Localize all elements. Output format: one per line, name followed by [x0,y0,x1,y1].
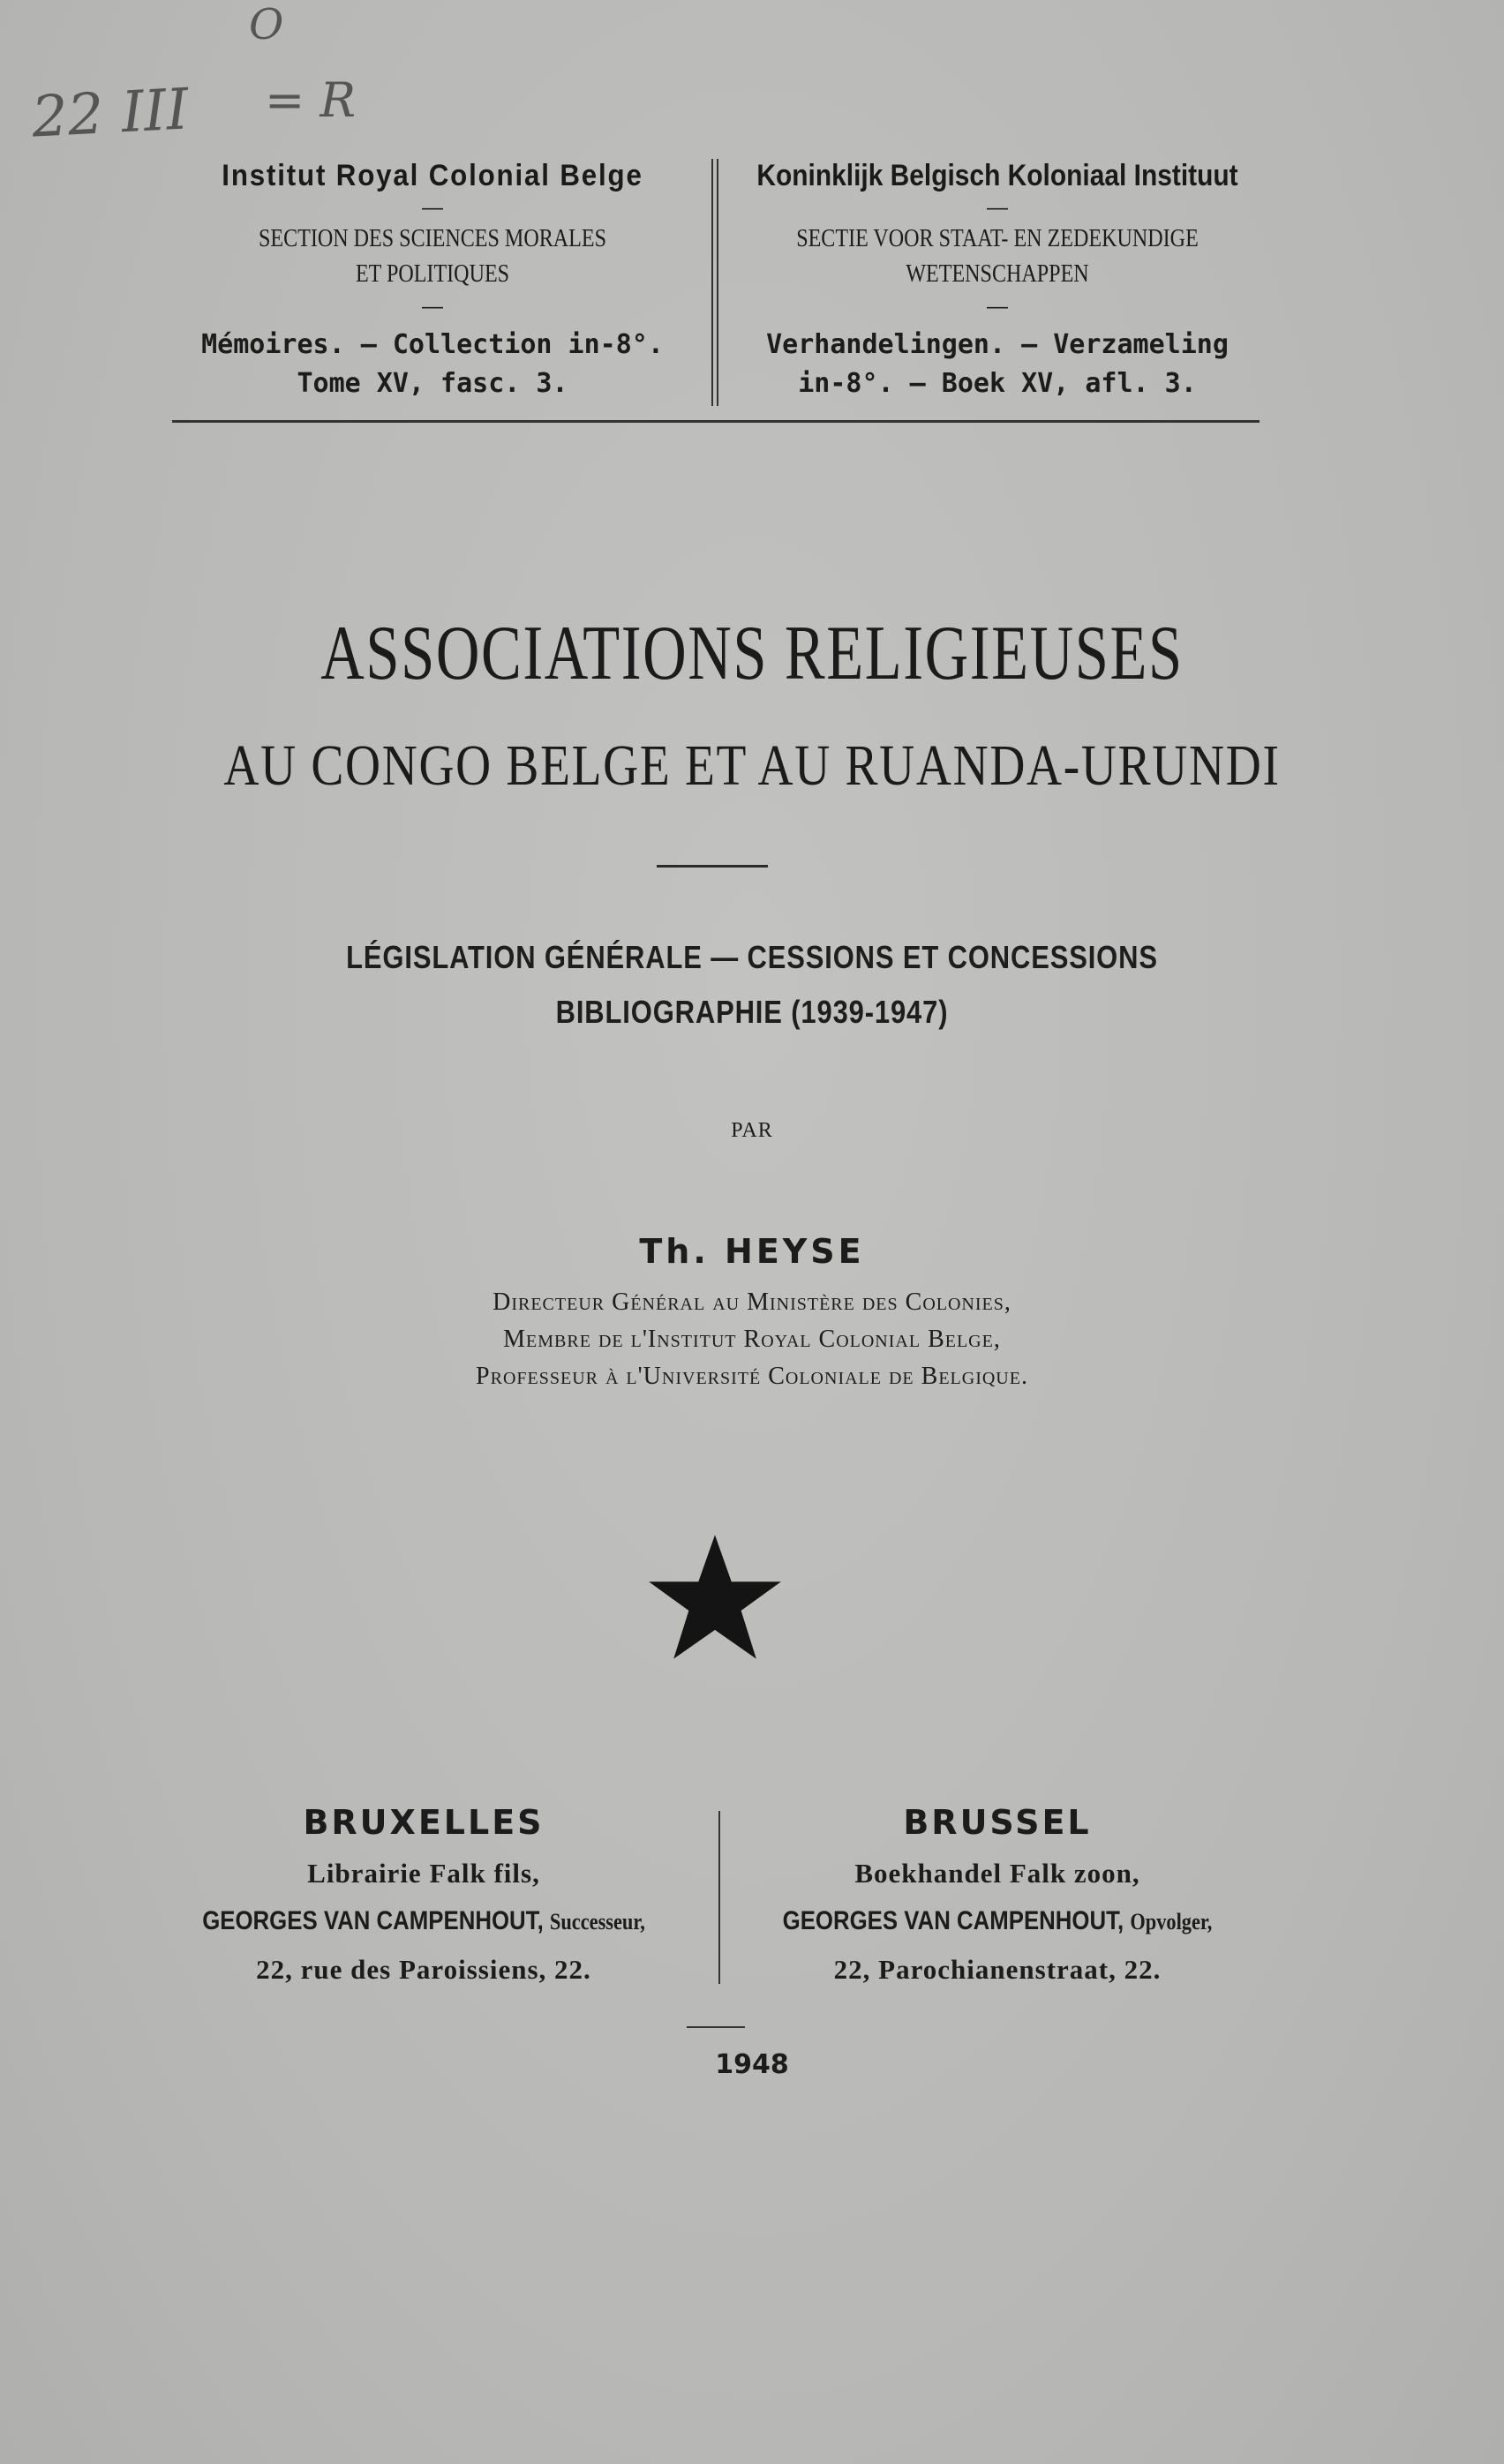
city-fr: BRUXELLES [303,1803,545,1842]
section-name-nl-line2: WETENSCHAPPEN [906,260,1089,288]
address-fr: 22, rue des Paroissiens, 22. [256,1954,591,1985]
header-divider [711,159,718,406]
author-name: Th. HEYSE [639,1232,865,1271]
series-fr: Mémoires. — Collection in-8°. [201,329,664,360]
handwritten-mark: O [249,0,284,49]
address-nl: 22, Parochianenstraat, 22. [833,1954,1162,1985]
imprint-divider [718,1811,720,1984]
separator-dash: — [422,196,443,220]
main-title: ASSOCIATIONS RELIGIEUSES [320,611,1184,696]
author-credential-1: Directeur Général au Ministère des Colonies, [493,1288,1011,1316]
author-credential-3: Professeur à l'Université Coloniale de Belgique. [476,1363,1028,1390]
imprint-right [733,1800,1262,1994]
section-name-fr-line2: ET POLITIQUES [355,260,510,288]
institute-name-nl: Koninklijk Belgisch Koloniaal Instituut [756,159,1238,192]
publisher-fr [199,1897,647,1946]
by-label: PAR [731,1119,773,1142]
year-rule [687,2026,745,2028]
handwritten-shelfmark: 22 III [30,77,191,151]
publisher-name: GEORGES VAN CAMPENHOUT, [782,1906,1124,1935]
publisher-nl [770,1897,1225,1946]
author-credential-2: Membre de l'Institut Royal Colonial Belge, [503,1326,1001,1353]
volume-nl: in-8°. — Boek XV, afl. 3. [798,368,1197,399]
publisher-name: GEORGES VAN CAMPENHOUT, [202,1906,544,1935]
section-name-fr-line1: SECTION DES SCIENCES MORALES [258,225,607,252]
publication-year: 1948 [715,2049,789,2080]
section-name-nl-line1: SECTIE VOOR STAAT- EN ZEDEKUNDIGE [796,225,1199,252]
separator-dash: — [987,196,1008,220]
title-rule [657,865,768,868]
separator-dash: — [987,295,1008,319]
separator-dash: — [422,295,443,319]
header-bottom-rule [172,420,1260,423]
handwritten-note: = R [265,72,357,128]
publisher-role: Opvolger, [1130,1909,1213,1934]
subtitle-line2: BIBLIOGRAPHIE (1939-1947) [555,994,949,1030]
subtitle-line1: LÉGISLATION GÉNÉRALE — CESSIONS ET CONCESSIONS [346,939,1158,975]
bookshop-fr: Librairie Falk fils, [307,1858,540,1889]
publisher-role: Successeur, [549,1909,645,1934]
institute-name-fr: Institut Royal Colonial Belge [222,159,643,192]
bookshop-nl: Boekhandel Falk zoon, [854,1858,1140,1889]
volume-fr: Tome XV, fasc. 3. [297,368,568,399]
header-left [172,159,693,405]
header-right [724,159,1271,405]
city-nl: BRUSSEL [903,1803,1092,1842]
main-title-line2: AU CONGO BELGE ET AU RUANDA-URUNDI [223,733,1281,798]
imprint-left [163,1800,684,1994]
star-icon [646,1532,784,1664]
series-nl: Verhandelingen. — Verzameling [766,329,1229,360]
